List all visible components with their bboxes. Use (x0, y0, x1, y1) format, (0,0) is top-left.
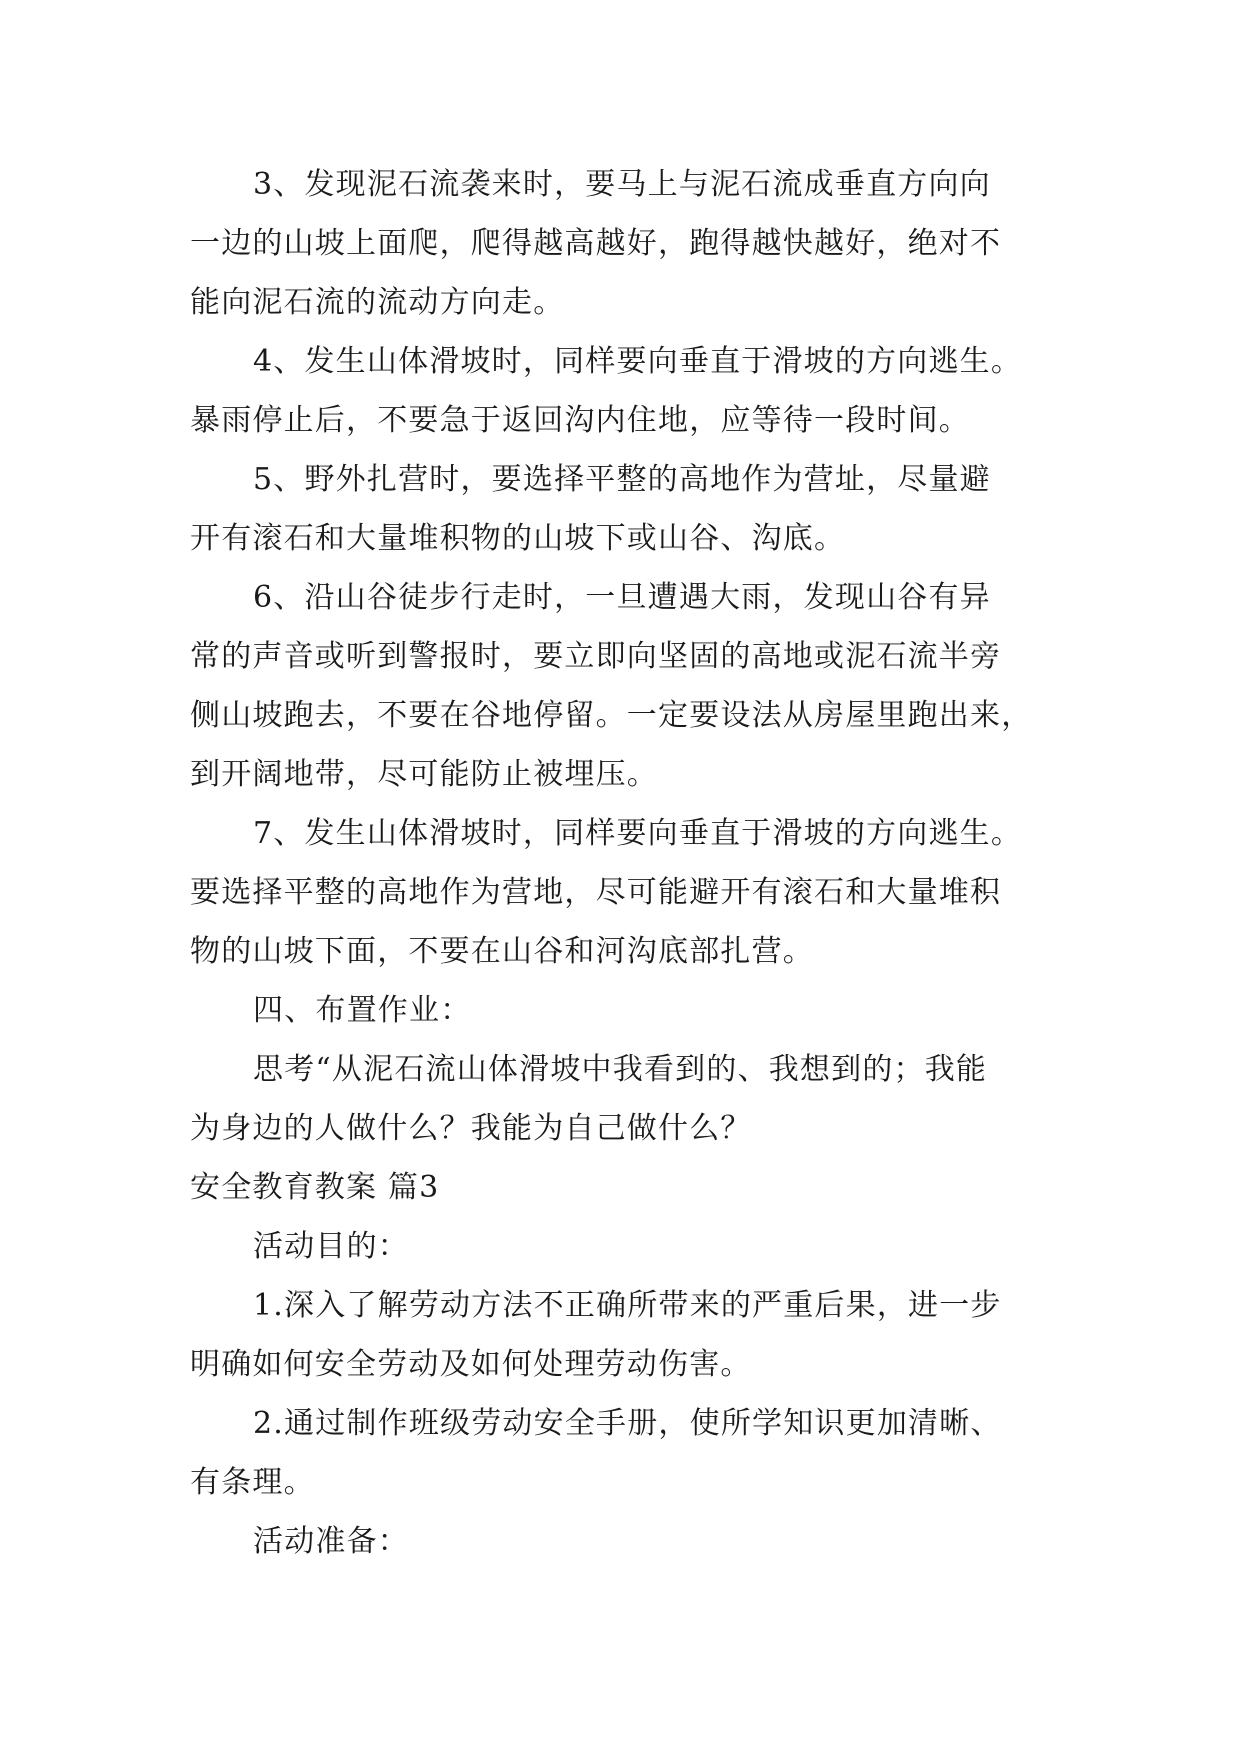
paragraph-line: 侧山坡跑去，不要在谷地停留。一定要设法从房屋里跑出来， (190, 698, 1033, 733)
paragraph-line: 2.通过制作班级劳动安全手册，使所学知识更加清晰、 (253, 1406, 1002, 1441)
paragraph-line: 到开阔地带，尽可能防止被埋压。 (190, 757, 658, 792)
paragraph-line: 常的声音或听到警报时，要立即向坚固的高地或泥石流半旁 (190, 639, 1002, 674)
paragraph-line: 明确如何安全劳动及如何处理劳动伤害。 (190, 1347, 752, 1382)
paragraph-line: 要选择平整的高地作为营地，尽可能避开有滚石和大量堆积 (190, 875, 1002, 910)
paragraph-line: 1.深入了解劳动方法不正确所带来的严重后果，进一步 (253, 1288, 1002, 1323)
paragraph-line: 为身边的人做什么？我能为自己做什么？ (190, 1111, 752, 1146)
paragraph-line: 有条理。 (190, 1465, 315, 1500)
paragraph-line: 7、发生山体滑坡时，同样要向垂直于滑坡的方向逃生。 (253, 816, 1023, 851)
section-heading: 活动目的： (253, 1229, 409, 1264)
paragraph-line: 物的山坡下面，不要在山谷和河沟底部扎营。 (190, 934, 814, 969)
paragraph-line: 开有滚石和大量堆积物的山坡下或山谷、沟底。 (190, 521, 846, 556)
paragraph-line: 3、发现泥石流袭来时，要马上与泥石流成垂直方向向 (253, 167, 991, 202)
paragraph-line: 暴雨停止后，不要急于返回沟内住地，应等待一段时间。 (190, 403, 970, 438)
article-title: 安全教育教案 篇3 (190, 1170, 440, 1205)
paragraph-line: 5、野外扎营时，要选择平整的高地作为营址，尽量避 (253, 462, 991, 497)
paragraph-line: 4、发生山体滑坡时，同样要向垂直于滑坡的方向逃生。 (253, 344, 1023, 379)
paragraph-line: 一边的山坡上面爬，爬得越高越好，跑得越快越好，绝对不 (190, 226, 1002, 261)
paragraph-line: 6、沿山谷徒步行走时，一旦遭遇大雨，发现山谷有异 (253, 580, 991, 615)
section-heading: 四、布置作业： (253, 993, 472, 1028)
section-heading: 活动准备： (253, 1524, 409, 1559)
paragraph-line: 能向泥石流的流动方向走。 (190, 285, 565, 320)
paragraph-line: 思考“从泥石流山体滑坡中我看到的、我想到的；我能 (253, 1052, 988, 1087)
